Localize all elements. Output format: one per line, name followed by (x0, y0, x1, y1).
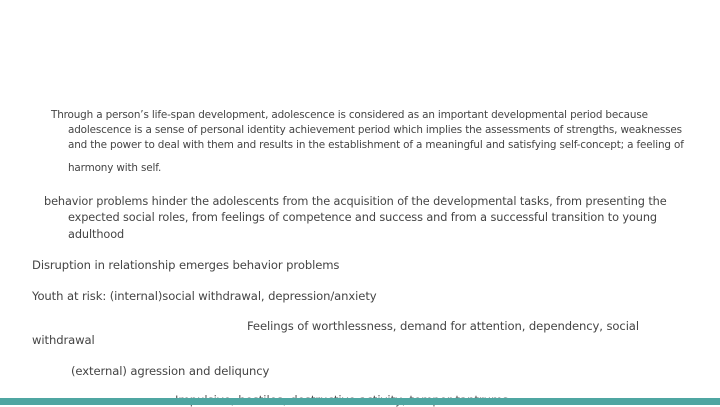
external-line: (external) agression and deliqunсy (71, 364, 270, 378)
feelings-line: Feelings of worthlessness, demand for attention, dependency, social (247, 319, 639, 333)
disruption-line: Disruption in relationship emerges behavior problems (32, 258, 340, 272)
paragraph1-line3: and the power to deal with them and results in the establishment of a meaningful and satisfying self-concept; a feeling of (68, 139, 684, 151)
youth-at-risk-line: Youth at risk: (internal)social withdrawal, depression/anxiety (32, 289, 377, 303)
withdrawal-line: withdrawal (32, 333, 95, 347)
paragraph1-line4: harmony with self. (68, 162, 162, 174)
paragraph2-line2: expected social roles, from feelings of competence and success and from a successful transition to young (68, 211, 657, 224)
bottom-accent-bar (0, 398, 720, 405)
paragraph1-line2: adolescence is a sense of personal identity achievement period which implies the assessments of strengths, weaknesses (68, 124, 682, 136)
paragraph2-line3: adulthood (68, 228, 125, 241)
paragraph1-line1: Through a person’s life-span development, adolescence is considered as an important developmental period because (51, 109, 648, 121)
paragraph2-line1: behavior problems hinder the adolescents from the acquisition of the developmental tasks, from presenting the (44, 195, 667, 208)
